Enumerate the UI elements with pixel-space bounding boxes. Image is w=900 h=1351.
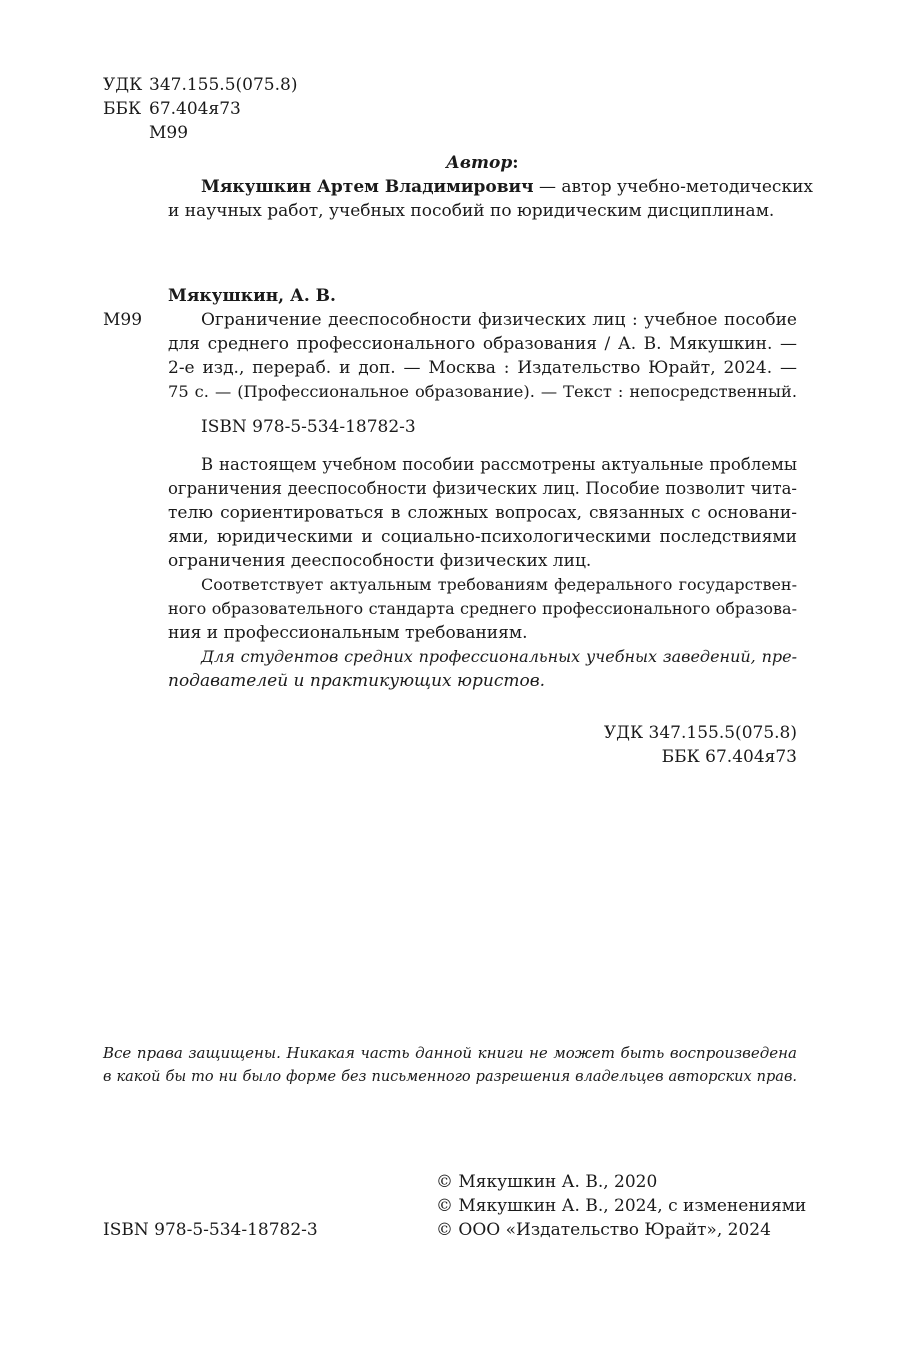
copyright-isbn: ISBN 978-5-534-18782-3 bbox=[103, 1220, 318, 1240]
udk-code-top bbox=[103, 73, 297, 97]
annotation-p3-line1: Для студентов средних профессиональных учебных заведений, пре- bbox=[201, 647, 797, 666]
author-name: Мякушкин Артем Владимирович bbox=[201, 177, 534, 197]
author-heading bbox=[446, 151, 519, 175]
author-heading-colon: : bbox=[512, 153, 519, 173]
rights-line-1: Все права защищены. Никакая часть данной книги не может быть воспроизведена bbox=[103, 1044, 797, 1062]
author-desc-text: — автор учебно-методических bbox=[533, 177, 813, 197]
bbk-code-top bbox=[103, 97, 241, 121]
bib-line-3: 2-е изд., перераб. и доп. — Москва : Издательство Юрайт, 2024. — bbox=[168, 358, 797, 378]
annotation-p1-line2: ограничения дееспособности физических лиц. Пособие позволит чита- bbox=[168, 479, 797, 498]
author-desc-line2: и научных работ, учебных пособий по юридическим дисциплинам. bbox=[168, 201, 775, 221]
author-mark-top: М99 bbox=[149, 123, 189, 143]
annotation-p1-line1: В настоящем учебном пособии рассмотрены актуальные проблемы bbox=[201, 455, 797, 474]
bib-mark: М99 bbox=[103, 310, 143, 330]
udk-label: УДК bbox=[103, 75, 143, 95]
annotation-p2-line2: ного образовательного стандарта среднего профессионального образова- bbox=[168, 599, 797, 618]
bib-line-1: Ограничение дееспособности физических лиц : учебное пособие bbox=[201, 310, 797, 330]
annotation-p1-line5: ограничения дееспособности физических лиц. bbox=[168, 551, 592, 571]
bbk-code-bottom: ББК 67.404я73 bbox=[661, 747, 797, 767]
bbk-value: 67.404я73 bbox=[149, 99, 241, 119]
bib-line-2: для среднего профессионального образования / А. В. Мякушкин. — bbox=[168, 334, 797, 354]
author-heading-text: Автор bbox=[446, 153, 513, 173]
udk-code-bottom: УДК 347.155.5(075.8) bbox=[603, 723, 797, 743]
copyright-line-2: © Мякушкин А. В., 2024, с изменениями bbox=[436, 1196, 807, 1216]
annotation-p2-line3: ния и профессиональным требованиям. bbox=[168, 623, 528, 643]
rights-line-2: в какой бы то ни было форме без письменного разрешения владельцев авторских прав. bbox=[103, 1069, 797, 1085]
author-desc-line1 bbox=[201, 175, 813, 199]
annotation-p2-line1: Соответствует актуальным требованиям федерального государствен- bbox=[201, 575, 797, 594]
udk-value: 347.155.5(075.8) bbox=[149, 75, 298, 95]
copyright-line-3: © ООО «Издательство Юрайт», 2024 bbox=[436, 1220, 771, 1240]
annotation-p3-line2: подавателей и практикующих юристов. bbox=[168, 671, 545, 691]
bib-isbn: ISBN 978-5-534-18782-3 bbox=[201, 417, 416, 437]
copyright-line-1: © Мякушкин А. В., 2020 bbox=[436, 1172, 658, 1192]
bbk-label: ББК bbox=[103, 99, 142, 119]
bib-line-4: 75 с. — (Профессиональное образование). — Текст : непосредственный. bbox=[168, 382, 797, 401]
annotation-p1-line3: телю сориентироваться в сложных вопросах, связанных с основани- bbox=[168, 503, 797, 523]
annotation-p1-line4: ями, юридическими и социально-психологическими последствиями bbox=[168, 527, 797, 547]
bib-author: Мякушкин, А. В. bbox=[168, 286, 336, 306]
